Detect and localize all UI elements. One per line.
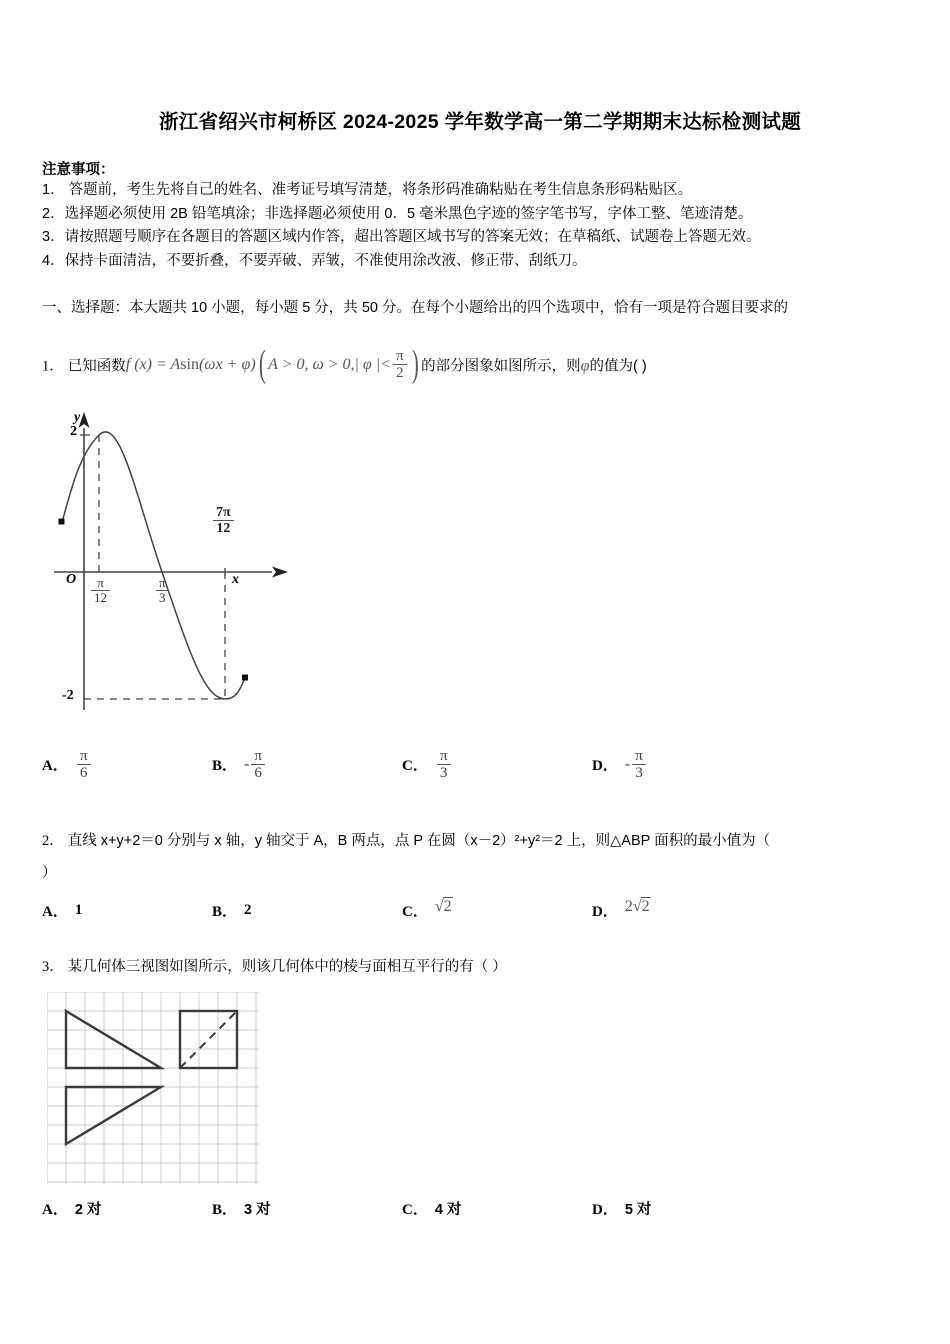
option-a-letter: A． [42, 904, 68, 920]
question-3-options [42, 1198, 702, 1219]
option-c[interactable] [402, 1198, 592, 1219]
question-2-number: 2． [42, 833, 64, 849]
option-b-letter: B． [212, 1202, 238, 1218]
sine-graph-svg [44, 400, 304, 720]
option-d-den: 3 [632, 764, 646, 781]
x-tick-pi-12-den: 12 [91, 590, 110, 605]
option-a[interactable] [42, 1198, 212, 1219]
question-3 [42, 954, 932, 980]
option-b-letter: B． [212, 904, 238, 920]
option-b-value: 2 [244, 902, 252, 918]
formula-cond-phi: | φ |< [354, 355, 391, 373]
right-endpoint-marker [242, 675, 248, 681]
x-axis-arrow [272, 567, 288, 578]
formula-2: 2 [393, 364, 407, 381]
x-tick-pi-3-num: π [159, 575, 166, 590]
x-tick-pi-12-num: π [97, 575, 104, 590]
option-b-letter: B． [212, 758, 238, 775]
question-1 [42, 343, 932, 385]
option-b[interactable] [212, 1198, 402, 1219]
page-title: 浙江省绍兴市柯桥区 2024-2025 学年数学高一第二学期期末达标检测试题 [159, 111, 801, 133]
three-view-svg [47, 992, 259, 1184]
option-a-value: 2 对 [74, 1202, 102, 1218]
y-axis-label: y [74, 410, 81, 425]
option-c-num: π [439, 747, 448, 764]
option-c[interactable] [402, 897, 592, 921]
option-d-value: 5 对 [624, 1202, 652, 1218]
formula-func: f (x) = A [125, 355, 181, 373]
origin-label: O [66, 572, 77, 587]
option-a[interactable] [42, 748, 212, 782]
formula-open-paren: ( [258, 343, 266, 385]
option-b-value [244, 748, 267, 782]
question-3-number: 3． [42, 959, 64, 975]
option-b-den: 6 [251, 764, 265, 781]
option-a-value [75, 748, 93, 782]
question-1-phi: φ [580, 357, 590, 375]
option-d-coefficient: 2 [624, 897, 633, 915]
left-endpoint-marker [59, 519, 65, 525]
question-2-text-cont: ） [42, 865, 57, 881]
option-b-num: π [254, 747, 263, 764]
sine-curve [62, 432, 245, 699]
option-c-letter: C． [402, 904, 428, 920]
formula-close-paren: ) [411, 343, 419, 385]
option-c-letter: C． [402, 1202, 428, 1218]
option-d-letter: D． [592, 1202, 618, 1218]
question-3-text: 某几何体三视图如图所示，则该几何体中的棱与面相互平行的有（ ） [67, 959, 507, 975]
notice-item: 3．请按照题号顺序在各题目的答题区域内作答，超出答题区域书写的答案无效；在草稿纸、试题卷上答题无效。 [42, 229, 761, 245]
y-tick-label-2: 2 [70, 424, 77, 439]
y-tick-label-minus-2: -2 [62, 688, 74, 703]
question-1-options [42, 748, 702, 782]
option-c-value [435, 748, 453, 782]
option-d-num: π [635, 747, 643, 764]
option-d[interactable] [592, 1198, 651, 1219]
notice-item: 1． 答题前，考生先将自己的姓名、准考证号填写清楚，将条形码准确粘贴在考生信息条形码粘贴区。 [42, 182, 693, 198]
x-axis-label: x [232, 572, 239, 587]
x-tick-7pi-12-num: 7π [216, 505, 231, 520]
sqrt-icon: √ [434, 897, 444, 915]
formula-cond-a: A > 0, [268, 355, 309, 373]
option-a-den: 6 [77, 764, 91, 781]
notice-heading: 注意事项： [42, 162, 115, 178]
question-1-number: 1． [42, 358, 64, 375]
question-1-tail-2: 的值为( ) [589, 358, 647, 375]
formula-arg: (ωx + φ) [198, 355, 256, 373]
x-tick-label-pi-over-3 [156, 576, 169, 605]
x-tick-label-pi-over-12 [91, 576, 110, 605]
option-d[interactable] [592, 748, 648, 782]
option-b-value: 3 对 [244, 1202, 271, 1218]
front-view-triangle [66, 1011, 161, 1068]
x-tick-pi-3-den: 3 [156, 590, 169, 605]
option-b[interactable] [212, 900, 402, 921]
option-b[interactable] [212, 748, 402, 782]
option-d-value [625, 748, 648, 782]
top-view-triangle [66, 1087, 161, 1144]
side-view-square [180, 1011, 237, 1068]
option-d-letter: D． [592, 904, 618, 920]
question-1-tail-1: 的部分图象如图所示，则 [421, 358, 581, 375]
question-2-options [42, 897, 702, 921]
formula-pi-over-2 [393, 348, 407, 382]
option-c-den: 3 [437, 764, 451, 781]
option-d-radicand: 2 [641, 897, 650, 915]
option-a-num: π [79, 747, 88, 764]
notice-item: 4．保持卡面清洁，不要折叠，不要弄破、弄皱，不准使用涂改液、修正带、刮纸刀。 [42, 252, 587, 269]
option-a-letter: A． [42, 1202, 68, 1218]
option-c-value: 4 对 [434, 1202, 462, 1218]
option-b-sign: - [244, 755, 250, 773]
figure-sine-graph [44, 400, 304, 720]
option-d-sign: - [624, 755, 631, 773]
notice-item: 2．选择题必须使用 2B 铅笔填涂；非选择题必须使用 0．5 毫米黑色字迹的签字笔书写，字体工整、笔迹清楚。 [42, 205, 753, 222]
option-c-letter: C． [402, 758, 428, 775]
question-2-text: 直线 x+y+2＝0 分别与 x 轴，y 轴交于 A，B 两点，点 P 在圆（x－2）²+y²＝2 上，则△ABP 面积的最小值为（ [67, 833, 771, 849]
option-c[interactable] [402, 748, 592, 782]
option-a-value: 1 [74, 902, 83, 918]
option-d[interactable] [592, 897, 651, 921]
side-view-dashed-diagonal [180, 1011, 237, 1068]
option-a-letter: A． [42, 758, 68, 775]
option-d-value [625, 898, 651, 916]
x-tick-label-7pi-over-12 [213, 505, 234, 536]
option-c-radicand: 2 [443, 897, 452, 915]
formula-sin: sin [180, 355, 199, 373]
option-a[interactable] [42, 900, 212, 921]
question-2 [42, 828, 932, 854]
option-d-letter: D． [592, 758, 618, 775]
sqrt-icon: √ [632, 897, 642, 915]
formula-pi: π [395, 347, 404, 364]
question-1-lead: 已知函数 [67, 358, 126, 375]
formula-cond-omega: ω > 0, [312, 355, 355, 373]
x-tick-7pi-12-den: 12 [213, 520, 234, 536]
section-heading: 一、选择题：本大题共 10 小题，每小题 5 分，共 50 分。在每个小题给出的四个选项中，恰有一项是符合题目要求的 [42, 300, 788, 316]
figure-three-views [47, 992, 259, 1184]
question-1-formula [125, 343, 421, 385]
option-c-value [435, 898, 453, 916]
notice-list [42, 179, 918, 273]
